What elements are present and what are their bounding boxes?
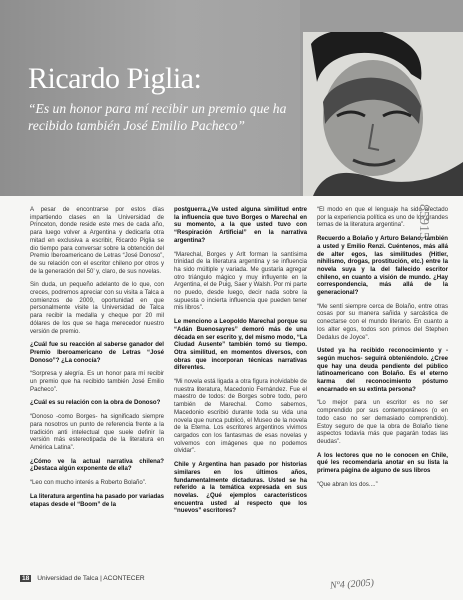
question-paragraph: Chile y Argentina han pasado por historias similares en los últimos años, fundamentalmente dictaduras. Usted se ha referido a la temática expresada en sus novelas. ¿Qué ejemplos característicos encuentra usted al respecto que los “nuevos” escritores? xyxy=(174,461,307,515)
question-paragraph: Le menciono a Leopoldo Marechal porque su “Adán Buenosayres” demoró más de una década en ser escrito y, del mismo modo, “La Ciudad Ausente” también tomó su tiempo. Otra similitud, en momentos diversos, con obras que incorporan técnicas narrativas diferentes. xyxy=(174,318,307,372)
handwritten-note: 85915 xyxy=(416,204,431,239)
question-paragraph: postguerra.¿Ve usted alguna similitud entre la influencia que tuvo Borges o Marechal en su momento, a la que usted tuvo con “Respiración Artificial” en la narrativa argentina? xyxy=(174,206,307,244)
answer-paragraph: “Lo mejor para un escritor es no ser comprendido por sus contemporáneos (o en todo caso no ser demasiado comprendido). Estoy seguro de que la obra de Bolaño tiene aspectos todavía más que pagarán todas las deudas”. xyxy=(317,399,448,445)
question-paragraph: La literatura argentina ha pasado por variadas etapas desde el “Boom” de la xyxy=(30,492,164,508)
question-paragraph: Usted ya ha recibido reconocimiento y -según muchos- seguirá obteniéndolo. ¿Cree que hay una deuda pendiente del público latinoamericano con Bolaño. Es el eterno karma del reconocimiento póstumo encarnado en su extinta persona? xyxy=(317,347,448,393)
answer-paragraph: “Que abran los dos....” xyxy=(317,480,378,488)
answer-paragraph: “Me sentí siempre cerca de Bolaño, entre otras cosas por su manera sañida y sarcástica de conectarse con el mundo literario. En cuanto a los alter egos, todos son primos del Stephen Dedalus de Joyce”. xyxy=(317,302,448,341)
author-portrait xyxy=(303,32,463,196)
article-subtitle: “Es un honor para mí recibir un premio que ha recibido también José Emilio Pacheco” xyxy=(28,101,287,133)
header-band xyxy=(0,0,463,196)
answer-paragraph: A pesar de encontrarse por estos días impartiendo clases en la Universidad de Princeton, donde reside este mes de cada año, para luego volver a Argentina y dedicarla otra mitad en exclusiva a escribir, Ricardo Piglia se dio tiempo para conversar sobre la obtención del Premio Iberoamericano de Letras “José Donoso”, de su relación con el escritor chileno por otros y de la generación del 50’ y, claro, de sus novelas. xyxy=(30,206,164,275)
answer-paragraph: “Sorpresa y alegría. Es un honor para mí recibir un premio que ha recibido también José Emilio Pacheco”. xyxy=(30,370,164,393)
handwritten-date: Nº4 (2005) xyxy=(329,577,375,592)
footer-source: Universidad de Talca | ACONTECER xyxy=(37,575,145,582)
text-column-2 xyxy=(174,206,307,521)
article-title: Ricardo Piglia: xyxy=(28,62,202,95)
portrait-image xyxy=(303,32,463,196)
answer-paragraph: Sin duda, un pequeño adelanto de lo que, con creces, podremos apreciar con su visita a Talca a comienzos de 2009, oportunidad en que personalmente visite la Universidad de Talca para recibir la medalla y cheque por 20 mil dólares de los que se haga merecedor nuestro versión de premio. xyxy=(30,281,164,335)
question-paragraph: A los lectores que no le conocen en Chile, qué les recomendaría anotar en su lista la primera página de alguno de sus libros xyxy=(317,451,448,475)
answer-paragraph: “Leo con mucho interés a Roberto Bolaño”. xyxy=(30,479,147,487)
question-paragraph: ¿Cuál fue su reacción al saberse ganador del Premio Iberoamericano de Letras “José Donoso”? ¿La conocía? xyxy=(30,341,164,364)
answer-paragraph: “Donoso -como Borges- ha significado siempre para nosotros un punto de referencia frente a la tradición anti intelectual que suele definir la versión más estereotipada de la literatura en América Latina”. xyxy=(30,413,164,451)
answer-paragraph: “Marechal, Borges y Arlt forman la santísima trinidad de la literatura argentina y se influencia ha sido múltiple y variada. Me gustaría agregar otro triángulo mágico y muy influyente en la Argentina, el de Puig, Saer y Walsh. Por mi parte no puedo, desde luego, decir nada sobre la supuesta o incierta influencia que pueden tener mis libros”. xyxy=(174,250,307,312)
question-paragraph: ¿Cómo ve la actual narrativa chilena? ¿Destaca algún exponente de ella? xyxy=(30,457,164,473)
answer-paragraph: “El modo en que el lenguaje ha sido afectado por la experiencia política es uno de los grandes temas de la literatura argentina”. xyxy=(317,206,448,229)
question-paragraph: Recuerdo a Bolaño y Arturo Belano, también a usted y Emilio Renzi. Cuéntenos, más allá de alter egos, las similitudes (Hitler, nihilismo, drogas, prostitución, etc.) entre la novela suya y la del fallecido escritor chileno, en cuanto a visión de mundo. ¿Hay correspondencia, más allá de la generacional? xyxy=(317,235,448,297)
page-footer xyxy=(20,575,145,582)
page-number: 18 xyxy=(22,575,30,582)
answer-paragraph: “Mi novela está ligada a otra figura inolvidable de nuestra literatura, Macedonio Fernández. Fue el maestro de todos: de Borges sobre todo, pero también de Marechal. Como sabemos, Macedonio escribió durante toda su vida una novela que nunca publicó, el Museo de la novela de la Eterna. Los escritores argentinos vivimos cargados con los fantasmas de esas novelas y volvemos con imágenes que no podemos olvidar”. xyxy=(174,378,307,455)
header-shade xyxy=(0,0,300,196)
question-paragraph: ¿Cuál es su relación con la obra de Donoso? xyxy=(30,399,161,407)
text-column-3 xyxy=(317,206,448,495)
text-column-1 xyxy=(30,206,164,514)
